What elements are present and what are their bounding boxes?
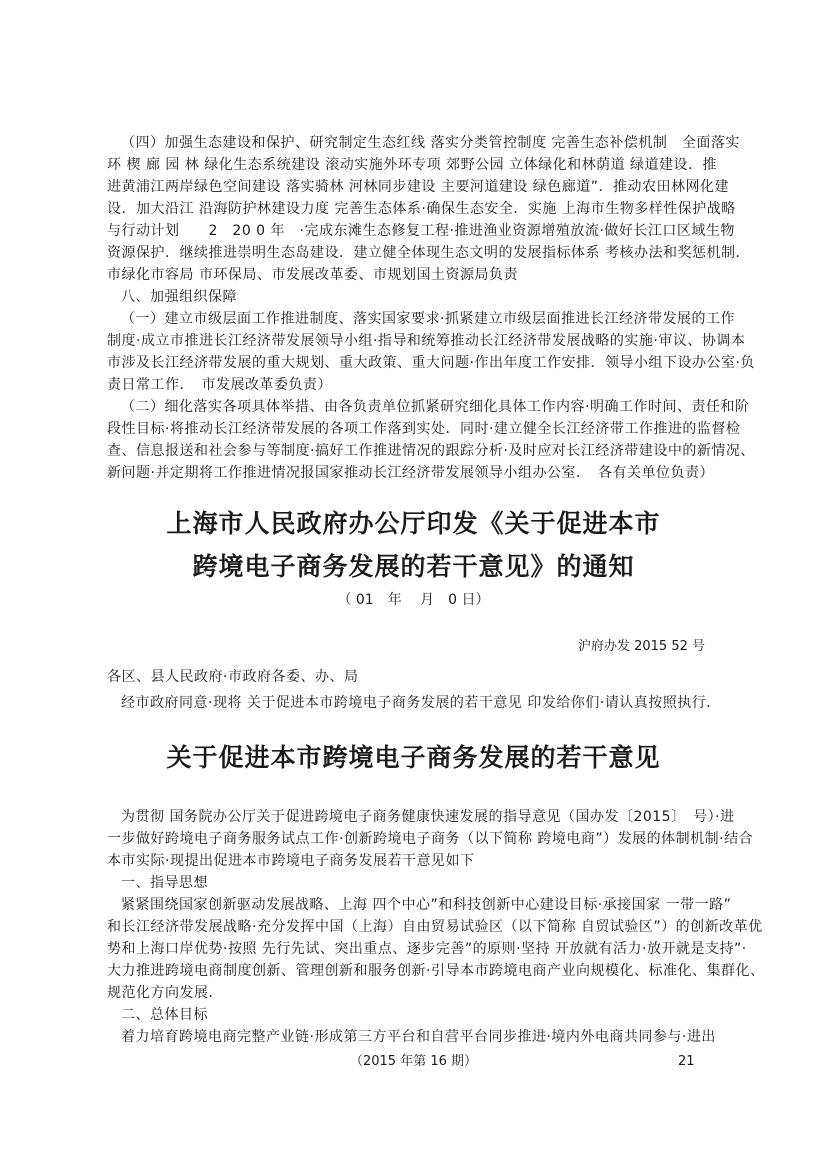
text-line: 查、信息报送和社会参与等制度·搞好工作推进情况的跟踪分析·及时应对长江经济带建设中的新情况、 xyxy=(107,443,755,459)
text-line: 设．加大沿江 沿海防护林建设力度 完善生态体系·确保生态安全．实施 上海市生物多样性保护战略 xyxy=(107,201,736,217)
notice-title-line-1: 上海市人民政府办公厅印发《关于促进本市 xyxy=(166,509,661,538)
text-line: 环 楔 廊 园 林 绿化生态系统建设 滚动实施外环专项 郊野公园 立体绿化和林荫道 绿道建设．推 xyxy=(107,157,718,173)
text-line: 进黄浦江两岸绿色空间建设 落实骑林 河林同步建设 主要河道建设 绿色廊道”．推动农田林网化建 xyxy=(107,179,730,195)
text-line: 紧紧围绕国家创新驱动发展战略、上海 四个中心”和科技创新中心建设目标·承接国家 一带一路” xyxy=(121,897,732,913)
notice-title-line-2: 跨境电子商务发展的若干意见》的通知 xyxy=(192,552,635,581)
text-line: 责日常工作． 市发展改革委负责） xyxy=(107,377,332,393)
text-line: 和长江经济带发展战略·充分发挥中国（上海）自由贸易试验区（以下简称 自贸试验区”）的创新改革优 xyxy=(107,919,763,935)
text-line: （四）加强生态建设和保护、研究制定生态红线 落实分类管控制度 完善生态补偿机制 全面落实 xyxy=(121,135,740,151)
opinions-title: 关于促进本市跨境电子商务发展的若干意见 xyxy=(166,743,661,772)
text-line: 制度·成立市推进长江经济带发展领导小组·指导和统筹推动长江经济带发展战略的实施·审议、协调本 xyxy=(107,333,746,349)
text-line: 资源保护．继续推进崇明生态岛建设．建立健全体现生态文明的发展指标体系 考核办法和奖惩机制． xyxy=(107,245,750,261)
text-line: 本市实际·现提出促进本市跨境电子商务发展若干意见如下 xyxy=(107,853,475,869)
text-line: 大力推进跨境电商制度创新、管理创新和服务创新·引导本市跨境电商产业向规模化、标准化、集群化、 xyxy=(107,963,765,979)
addressee: 各区、县人民政府·市政府各委、办、局 xyxy=(107,669,359,685)
section-heading: 八、加强组织保障 xyxy=(121,289,237,305)
notice-body: 经市政府同意·现将 关于促进本市跨境电子商务发展的若干意见 印发给你们·请认真按照执行． xyxy=(121,695,721,711)
text-line: 规范化方向发展． xyxy=(107,985,223,1001)
text-line: 市涉及长江经济带发展的重大规划、重大政策、重大问题·作出年度工作安排．领导小组下设办公室·负 xyxy=(107,355,755,371)
text-line: 段性目标·将推动长江经济带发展的各项工作落到实处．同时·建立健全长江经济带工作推进的监督检 xyxy=(107,421,741,437)
text-line: 一步做好跨境电子商务服务试点工作·创新跨境电子商务（以下简称 跨境电商”）发展的体制机制·结合 xyxy=(107,831,754,847)
text-line: 与行动计划 2 20 0 年 ·完成东滩生态修复工程·推进渔业资源增殖放流·做好长江口区域生物 xyxy=(107,223,735,239)
text-line: 势和上海口岸优势·按照 先行先试、突出重点、逐步完善”的原则·坚持 开放就有活力·放开就是支持”· xyxy=(107,941,747,957)
section-heading: 一、指导思想 xyxy=(121,875,208,891)
section-heading: 二、总体目标 xyxy=(121,1007,208,1023)
text-line: 新问题·并定期将工作推进情况报国家推动长江经济带发展领导小组办公室． 各有关单位负责） xyxy=(107,465,714,481)
notice-date: （ 01 年 月 0 日） xyxy=(337,592,490,608)
issue-footer: （2015 年第 16 期） xyxy=(349,1054,478,1069)
page-number: 21 xyxy=(678,1054,695,1069)
text-line: 市绿化市容局 市环保局、市发展改革委、市规划国土资源局负责 xyxy=(107,267,518,283)
document-number: 沪府办发 2015 52 号 xyxy=(577,639,705,654)
text-line: 着力培育跨境电商完整产业链·形成第三方平台和自营平台同步推进·境内外电商共同参与·进出 xyxy=(121,1029,716,1045)
text-line: 为贯彻 国务院办公厅关于促进跨境电子商务健康快速发展的指导意见（国办发〔2015〕 号）·进 xyxy=(121,809,735,825)
text-line: （一）建立市级层面工作推进制度、落实国家要求·抓紧建立市级层面推进长江经济带发展的工作 xyxy=(121,311,735,327)
text-line: （二）细化落实各项具体举措、由各负责单位抓紧研究细化具体工作内容·明确工作时间、责任和阶 xyxy=(121,399,750,415)
